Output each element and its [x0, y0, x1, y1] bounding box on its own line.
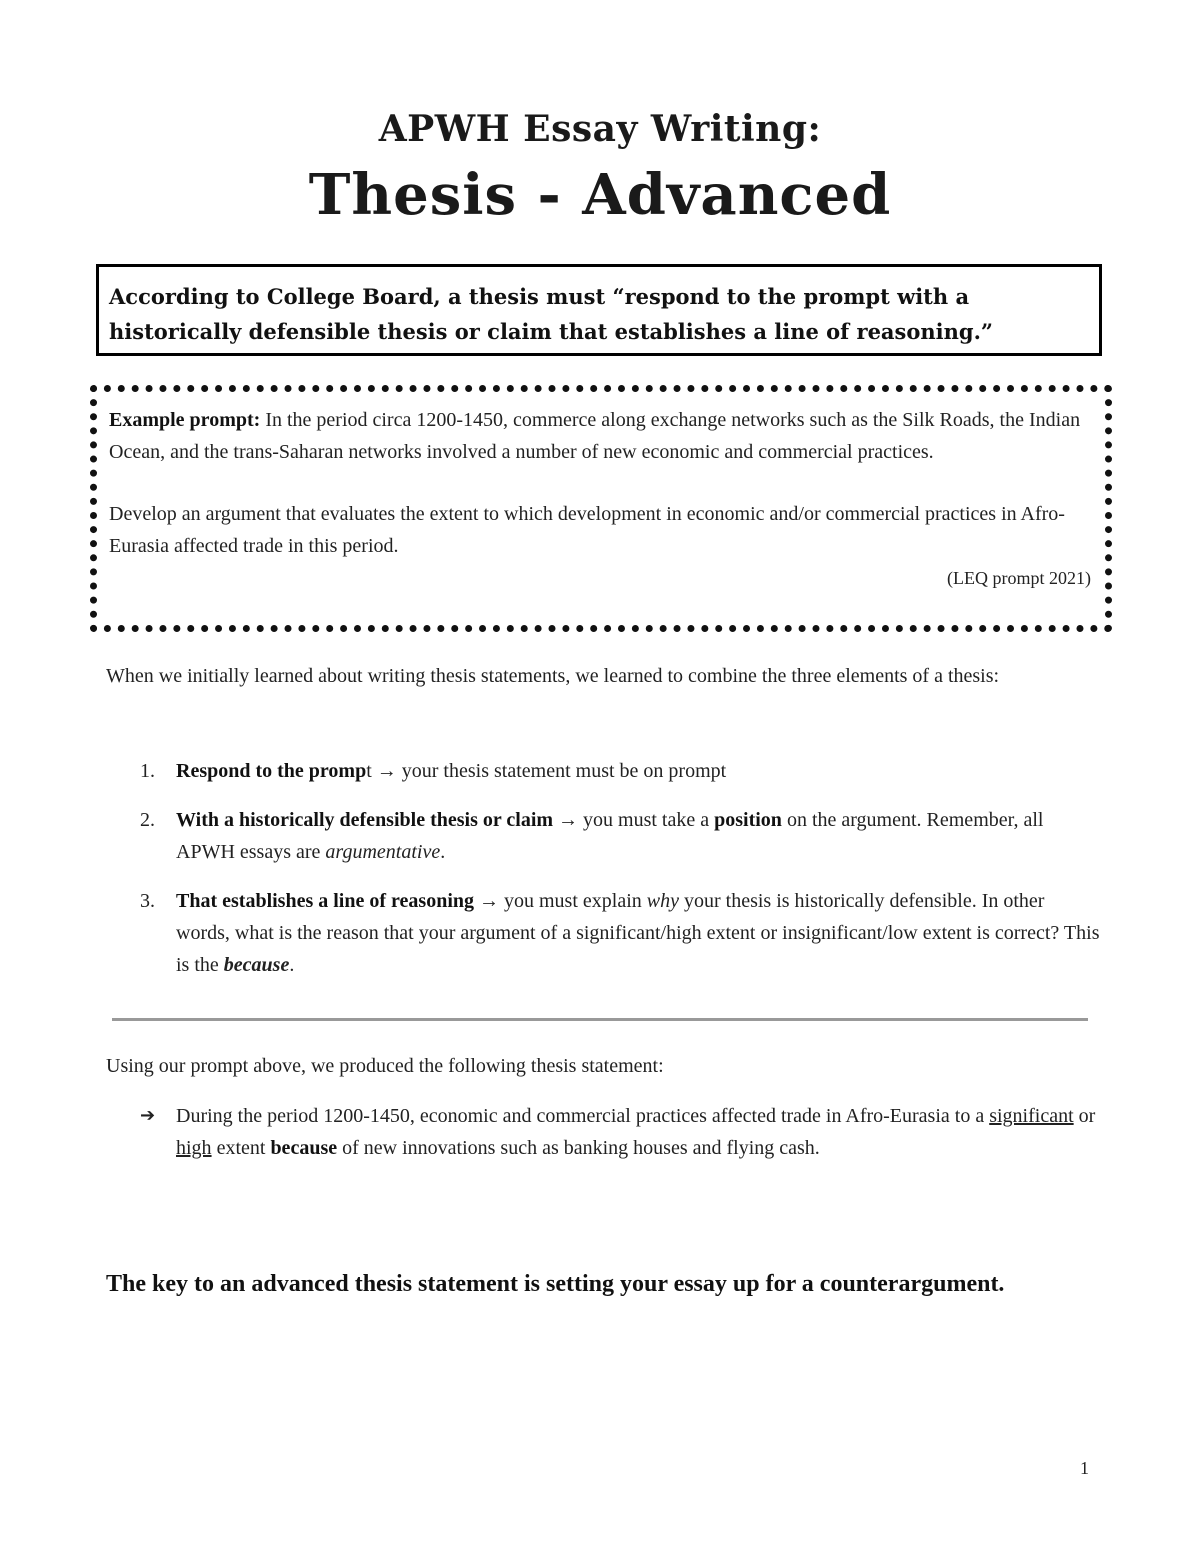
example-prompt-box — [90, 385, 1112, 632]
prompt-source: (LEQ prompt 2021) — [947, 568, 1091, 588]
thesis-elements-list — [140, 755, 1100, 998]
title-line-1: APWH Essay Writing: — [378, 108, 822, 150]
list-item: 1. Respond to the prompt → your thesis statement must be on prompt — [140, 755, 1100, 787]
prompt-label: Example prompt: — [109, 409, 261, 431]
list-number: 1. — [140, 760, 155, 782]
prompt-paragraph-2: Develop an argument that evaluates the extent to which development in economic and/or commercial practices in Afro-Eurasia affected trade in this period. — [109, 503, 1065, 557]
title-line-2: Thesis - Advanced — [308, 162, 892, 228]
section-divider — [112, 1018, 1088, 1021]
intro-paragraph: When we initially learned about writing thesis statements, we learned to combine the three elements of a thesis: — [106, 665, 1000, 687]
page-number: 1 — [1080, 1458, 1089, 1478]
thesis-definition-box — [96, 264, 1102, 356]
list-number: 2. — [140, 809, 155, 831]
key-statement: The key to an advanced thesis statement is setting your essay up for a counterargument. — [106, 1271, 1005, 1297]
list-item: 3. That establishes a line of reasoning → you must explain why your thesis is historically defensible. In other words, what is the reason that your argument of a significant/high extent or insignificant/low extent is correct? This is the because. — [140, 885, 1100, 981]
arrow-bullet-icon: ➔ — [140, 1105, 156, 1126]
prompt-text-1: In the period circa 1200-1450, commerce along exchange networks such as the Silk Roads, the Indian Ocean, and the trans-Saharan networks involved a number of new economic and commercial practices. — [109, 409, 1081, 463]
using-prompt-paragraph: Using our prompt above, we produced the following thesis statement: — [106, 1055, 664, 1077]
example-thesis-statement: ➔ During the period 1200-1450, economic and commercial practices affected trade in Afro-Eurasia to a significant or high extent because of new innovations such as banking houses and flying cash. — [140, 1100, 1100, 1164]
list-item: 2. With a historically defensible thesis or claim → you must take a position on the argument. Remember, all APWH essays are argumentative. — [140, 804, 1100, 868]
list-number: 3. — [140, 890, 155, 912]
prompt-paragraph-1 — [109, 404, 1091, 468]
thesis-definition-text: According to College Board, a thesis must “respond to the prompt with a historically defensible thesis or claim that establishes a line of reasoning.” — [109, 284, 993, 344]
